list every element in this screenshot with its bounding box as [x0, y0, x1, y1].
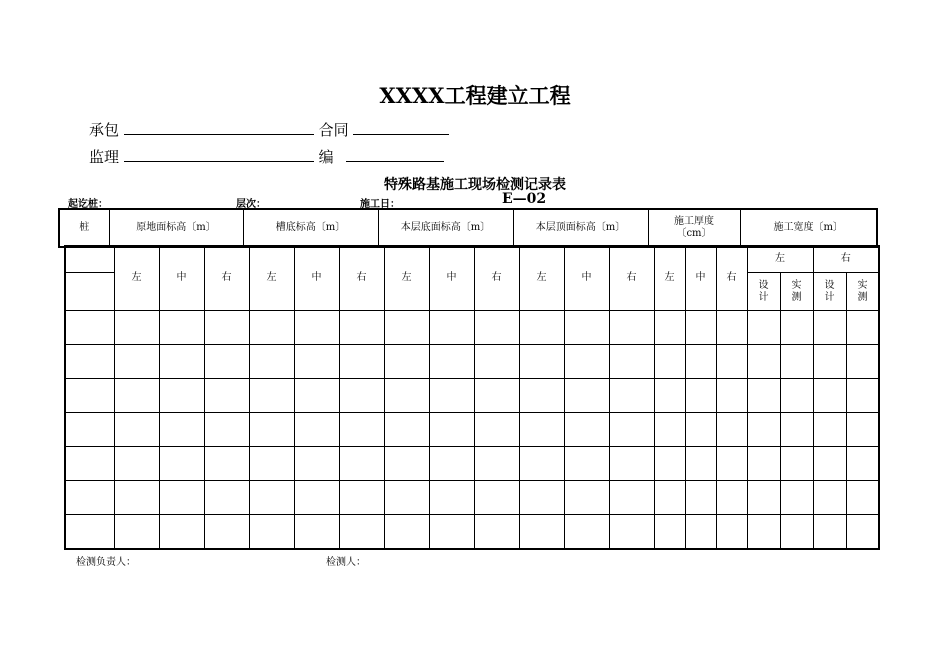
table-cell[interactable] — [609, 481, 654, 515]
col-trough-right: 右 — [339, 246, 384, 311]
table-cell[interactable] — [813, 379, 846, 413]
col-trough-left: 左 — [249, 246, 294, 311]
table-cell[interactable] — [65, 413, 114, 447]
table-cell[interactable] — [564, 311, 609, 345]
table-cell[interactable] — [114, 481, 159, 515]
table-cell[interactable] — [609, 413, 654, 447]
table-cell[interactable] — [747, 311, 780, 345]
footer-inspector: 检测人： — [326, 557, 366, 568]
table-cell[interactable] — [339, 311, 384, 345]
table-cell[interactable] — [384, 379, 429, 413]
header-trough-bottom: 槽底标高〔m〕 — [243, 209, 378, 247]
table-cell[interactable] — [339, 447, 384, 481]
table-cell[interactable] — [609, 515, 654, 549]
number-label: 编 — [318, 148, 334, 166]
table-cell[interactable] — [474, 311, 519, 345]
header-thickness-label: 施工厚度 — [674, 216, 714, 227]
contract-field[interactable] — [353, 120, 449, 135]
table-cell[interactable] — [384, 481, 429, 515]
table-cell[interactable] — [747, 413, 780, 447]
table-cell[interactable] — [564, 515, 609, 549]
table-cell[interactable] — [813, 345, 846, 379]
table-cell[interactable] — [474, 345, 519, 379]
table-cell[interactable] — [716, 481, 747, 515]
table-cell[interactable] — [780, 515, 813, 549]
col-bottom-left: 左 — [384, 246, 429, 311]
table-cell[interactable] — [813, 447, 846, 481]
table-row — [65, 481, 879, 515]
table-cell[interactable] — [716, 413, 747, 447]
table-cell[interactable] — [716, 311, 747, 345]
table-cell[interactable] — [654, 311, 685, 345]
table-cell[interactable] — [780, 413, 813, 447]
table-cell[interactable] — [204, 311, 249, 345]
table-cell[interactable] — [474, 447, 519, 481]
table-cell[interactable] — [294, 481, 339, 515]
table-cell[interactable] — [813, 311, 846, 345]
table-cell[interactable] — [249, 345, 294, 379]
pile-cell[interactable] — [65, 273, 114, 311]
table-cell[interactable] — [159, 379, 204, 413]
col-width-right-design: 设计 — [813, 273, 846, 311]
table-cell[interactable] — [249, 379, 294, 413]
table-cell[interactable] — [747, 481, 780, 515]
table-cell[interactable] — [114, 311, 159, 345]
table-cell[interactable] — [780, 447, 813, 481]
table-cell[interactable] — [519, 447, 564, 481]
table-cell[interactable] — [384, 345, 429, 379]
table-cell[interactable] — [519, 345, 564, 379]
table-cell[interactable] — [339, 379, 384, 413]
table-cell[interactable] — [339, 345, 384, 379]
footer-responsible: 检测负责人： — [76, 557, 136, 568]
table-cell[interactable] — [609, 345, 654, 379]
table-cell[interactable] — [747, 379, 780, 413]
table-cell[interactable] — [654, 515, 685, 549]
table-cell[interactable] — [65, 379, 114, 413]
table-cell[interactable] — [846, 311, 879, 345]
table-cell[interactable] — [339, 515, 384, 549]
table-cell[interactable] — [114, 447, 159, 481]
table-cell[interactable] — [685, 379, 716, 413]
table-cell[interactable] — [65, 447, 114, 481]
table-cell[interactable] — [564, 447, 609, 481]
table-cell[interactable] — [474, 481, 519, 515]
table-cell[interactable] — [294, 311, 339, 345]
table-cell[interactable] — [249, 311, 294, 345]
table-cell[interactable] — [813, 481, 846, 515]
table-cell[interactable] — [519, 413, 564, 447]
table-row — [65, 413, 879, 447]
header-width: 施工宽度〔m〕 — [740, 209, 877, 247]
table-cell[interactable] — [384, 515, 429, 549]
table-cell[interactable] — [716, 379, 747, 413]
table-cell[interactable] — [65, 481, 114, 515]
table-cell[interactable] — [609, 311, 654, 345]
table-cell[interactable] — [654, 413, 685, 447]
table-cell[interactable] — [294, 447, 339, 481]
table-cell[interactable] — [846, 345, 879, 379]
table-cell[interactable] — [564, 379, 609, 413]
table-cell[interactable] — [519, 481, 564, 515]
col-thick-right: 右 — [716, 246, 747, 311]
table-cell[interactable] — [564, 413, 609, 447]
table-cell[interactable] — [204, 413, 249, 447]
table-cell[interactable] — [474, 413, 519, 447]
table-cell[interactable] — [159, 413, 204, 447]
table-cell[interactable] — [474, 379, 519, 413]
layer-label: 层次： — [236, 199, 266, 210]
col-top-mid: 中 — [564, 246, 609, 311]
table-cell[interactable] — [654, 481, 685, 515]
table-cell[interactable] — [564, 345, 609, 379]
table-cell[interactable] — [204, 379, 249, 413]
table-cell[interactable] — [780, 379, 813, 413]
table-cell[interactable] — [429, 413, 474, 447]
table-cell[interactable] — [685, 345, 716, 379]
form-subtitle: 特殊路基施工现场检测记录表 — [384, 177, 566, 193]
table-cell[interactable] — [294, 379, 339, 413]
table-cell[interactable] — [204, 481, 249, 515]
contractor-field[interactable] — [124, 120, 314, 135]
table-cell[interactable] — [716, 447, 747, 481]
table-cell[interactable] — [429, 481, 474, 515]
table-cell[interactable] — [65, 515, 114, 549]
table-cell[interactable] — [249, 447, 294, 481]
table-cell[interactable] — [716, 515, 747, 549]
col-thick-mid: 中 — [685, 246, 716, 311]
col-orig-right: 右 — [204, 246, 249, 311]
pile-cell[interactable] — [65, 246, 114, 273]
table-row — [65, 311, 879, 345]
table-row — [65, 379, 879, 413]
data-table — [64, 245, 880, 550]
col-width-left-measured: 实测 — [780, 273, 813, 311]
table-cell[interactable] — [249, 515, 294, 549]
table-cell[interactable] — [429, 447, 474, 481]
table-cell[interactable] — [384, 311, 429, 345]
table-cell[interactable] — [654, 379, 685, 413]
table-cell[interactable] — [609, 447, 654, 481]
col-trough-mid: 中 — [294, 246, 339, 311]
table-row — [65, 515, 879, 549]
contract-label: 合同 — [318, 121, 349, 139]
table-cell[interactable] — [780, 311, 813, 345]
document-title: XXXX工程建立工程 — [379, 83, 571, 108]
table-cell[interactable] — [65, 345, 114, 379]
col-top-right: 右 — [609, 246, 654, 311]
table-cell[interactable] — [114, 515, 159, 549]
table-cell[interactable] — [204, 515, 249, 549]
col-width-left-design: 设计 — [747, 273, 780, 311]
table-cell[interactable] — [813, 413, 846, 447]
table-row — [65, 345, 879, 379]
table-cell[interactable] — [249, 481, 294, 515]
col-bottom-right: 右 — [474, 246, 519, 311]
table-cell[interactable] — [249, 413, 294, 447]
data-rows — [65, 311, 879, 549]
table-cell[interactable] — [813, 515, 846, 549]
table-cell[interactable] — [609, 379, 654, 413]
table-cell[interactable] — [429, 345, 474, 379]
table-cell[interactable] — [159, 515, 204, 549]
table-cell[interactable] — [474, 515, 519, 549]
table-cell[interactable] — [294, 345, 339, 379]
table-cell[interactable] — [654, 447, 685, 481]
table-cell[interactable] — [65, 311, 114, 345]
col-orig-mid: 中 — [159, 246, 204, 311]
header-table — [58, 208, 878, 248]
col-width-right: 右 — [813, 246, 879, 273]
table-cell[interactable] — [846, 413, 879, 447]
header-thickness — [648, 209, 740, 247]
header-pile: 桩 — [59, 209, 109, 247]
table-cell[interactable] — [654, 345, 685, 379]
table-cell[interactable] — [294, 413, 339, 447]
table-cell[interactable] — [846, 481, 879, 515]
table-cell[interactable] — [846, 379, 879, 413]
table-cell[interactable] — [846, 447, 879, 481]
supervisor-line — [89, 146, 444, 167]
table-cell[interactable] — [204, 447, 249, 481]
col-width-right-measured: 实测 — [846, 273, 879, 311]
form-code: E—02 — [502, 191, 547, 207]
header-original-ground: 原地面标高〔m〕 — [109, 209, 243, 247]
table-cell[interactable] — [339, 413, 384, 447]
table-cell[interactable] — [519, 311, 564, 345]
table-cell[interactable] — [429, 515, 474, 549]
table-cell[interactable] — [204, 345, 249, 379]
table-cell[interactable] — [846, 515, 879, 549]
number-field[interactable] — [346, 147, 444, 162]
supervisor-field[interactable] — [124, 147, 314, 162]
table-cell[interactable] — [159, 311, 204, 345]
table-cell[interactable] — [114, 413, 159, 447]
col-thick-left: 左 — [654, 246, 685, 311]
table-cell[interactable] — [294, 515, 339, 549]
table-cell[interactable] — [685, 311, 716, 345]
start-label: 起讫桩： — [68, 199, 108, 210]
table-cell[interactable] — [685, 413, 716, 447]
table-cell[interactable] — [159, 345, 204, 379]
table-cell[interactable] — [159, 447, 204, 481]
header-thickness-unit: 〔cm〕 — [676, 228, 712, 239]
col-bottom-mid: 中 — [429, 246, 474, 311]
table-cell[interactable] — [159, 481, 204, 515]
table-cell[interactable] — [519, 379, 564, 413]
table-cell[interactable] — [339, 481, 384, 515]
table-cell[interactable] — [429, 311, 474, 345]
table-cell[interactable] — [747, 345, 780, 379]
table-cell[interactable] — [716, 345, 747, 379]
table-cell[interactable] — [564, 481, 609, 515]
table-cell[interactable] — [747, 515, 780, 549]
table-cell[interactable] — [685, 481, 716, 515]
table-cell[interactable] — [780, 345, 813, 379]
header-layer-bottom: 本层底面标高〔m〕 — [378, 209, 513, 247]
table-cell[interactable] — [780, 481, 813, 515]
table-cell[interactable] — [747, 447, 780, 481]
table-cell[interactable] — [685, 447, 716, 481]
table-cell[interactable] — [429, 379, 474, 413]
contractor-label: 承包 — [89, 121, 120, 139]
table-cell[interactable] — [685, 515, 716, 549]
col-orig-left: 左 — [114, 246, 159, 311]
date-label: 施工日： — [360, 199, 400, 210]
header-layer-top: 本层顶面标高〔m〕 — [513, 209, 648, 247]
table-row — [65, 447, 879, 481]
supervisor-label: 监理 — [89, 148, 120, 166]
table-cell[interactable] — [114, 345, 159, 379]
col-width-left: 左 — [747, 246, 813, 273]
table-cell[interactable] — [384, 447, 429, 481]
contractor-line — [89, 119, 449, 140]
table-cell[interactable] — [519, 515, 564, 549]
table-cell[interactable] — [114, 379, 159, 413]
col-top-left: 左 — [519, 246, 564, 311]
table-cell[interactable] — [384, 413, 429, 447]
